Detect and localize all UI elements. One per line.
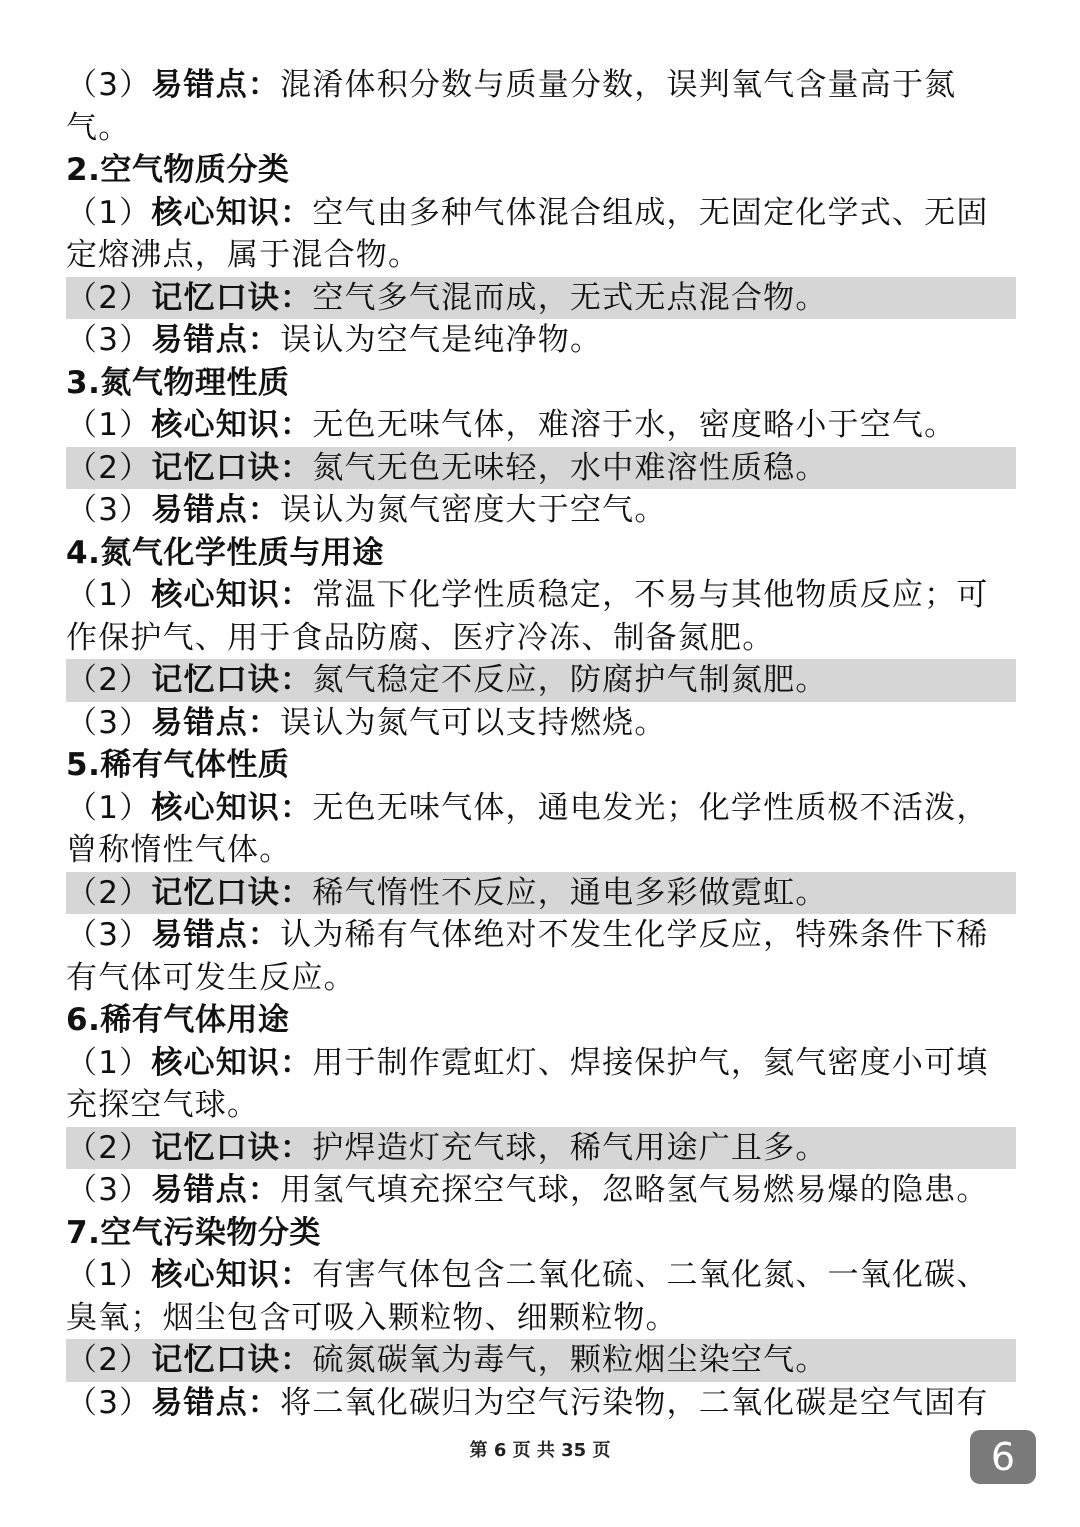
- item-number: （2）: [66, 279, 152, 316]
- item-number: （1）: [66, 1257, 152, 1293]
- mnemonic-line: [66, 277, 1016, 320]
- item-label: 核心知识：: [151, 789, 313, 826]
- text-line: [66, 404, 1016, 447]
- item-label: 记忆口诀：: [151, 1342, 313, 1378]
- item-label: 易错点：: [151, 67, 281, 103]
- item-number: （2）: [66, 662, 152, 698]
- item-label: 易错点：: [151, 1384, 281, 1421]
- item-number: （3）: [66, 322, 152, 358]
- item-number: （2）: [66, 449, 152, 486]
- item-text: 稀气惰性不反应，通电多彩做霓虹。: [312, 874, 828, 911]
- text-line: [66, 489, 1016, 532]
- mnemonic-line: [66, 447, 1016, 490]
- item-number: （3）: [66, 1172, 152, 1208]
- item-label: 记忆口诀：: [151, 662, 313, 698]
- item-number: （3）: [66, 492, 152, 528]
- item-label: 核心知识：: [151, 1044, 313, 1081]
- text-line: [66, 787, 1016, 830]
- item-text: 误认为氮气可以支持燃烧。: [280, 704, 667, 741]
- item-label: 核心知识：: [151, 577, 313, 613]
- item-text: 误认为空气是纯净物。: [280, 322, 603, 358]
- section-heading: 7.空气污染物分类: [66, 1214, 321, 1251]
- section-heading: 5.稀有气体性质: [66, 747, 290, 783]
- item-text: 空气由多种气体混合组成，无固定化学式、无固: [312, 194, 989, 231]
- section-heading: 4.氮气化学性质与用途: [66, 534, 384, 571]
- item-number: （2）: [66, 874, 152, 911]
- section-heading: 3.氮气物理性质: [66, 364, 290, 401]
- item-label: 核心知识：: [151, 1257, 313, 1293]
- text-line: [66, 1042, 1016, 1085]
- text-line: [66, 319, 1016, 362]
- item-text: 无色无味气体，通电发光；化学性质极不活泼，: [312, 789, 989, 826]
- item-text: 用氢气填充探空气球，忽略氢气易燃易爆的隐患。: [280, 1172, 989, 1208]
- item-text: 氮气无色无味轻，水中难溶性质稳。: [312, 449, 828, 486]
- text-line: 气。: [66, 109, 131, 146]
- item-text: 混淆体积分数与质量分数，误判氧气含量高于氮: [280, 67, 957, 103]
- item-number: （1）: [66, 789, 152, 826]
- text-line: [66, 1254, 1016, 1297]
- item-label: 易错点：: [151, 917, 281, 953]
- text-line: 臭氧；烟尘包含可吸入颗粒物、细颗粒物。: [66, 1299, 678, 1336]
- item-label: 记忆口诀：: [151, 279, 313, 316]
- item-text: 常温下化学性质稳定，不易与其他物质反应；可: [312, 577, 989, 613]
- item-text: 护焊造灯充气球，稀气用途广且多。: [312, 1129, 828, 1166]
- section-heading: 2.空气物质分类: [66, 152, 290, 188]
- item-label: 易错点：: [151, 704, 281, 741]
- document-body: [66, 64, 1016, 1424]
- text-line: 充探空气球。: [66, 1087, 260, 1123]
- section-heading: 6.稀有气体用途: [66, 1002, 290, 1038]
- item-text: 无色无味气体，难溶于水，密度略小于空气。: [312, 407, 957, 443]
- item-label: 易错点：: [151, 492, 281, 528]
- item-text: 误认为氮气密度大于空气。: [280, 492, 667, 528]
- item-label: 易错点：: [151, 1172, 281, 1208]
- text-line: 曾称惰性气体。: [66, 832, 292, 868]
- item-number: （1）: [66, 1044, 152, 1081]
- text-line: 作保护气、用于食品防腐、医疗冷冻、制备氮肥。: [66, 619, 775, 656]
- text-line: 定熔沸点，属于混合物。: [66, 237, 421, 273]
- item-number: （1）: [66, 407, 152, 443]
- mnemonic-line: [66, 1127, 1016, 1170]
- mnemonic-line: [66, 659, 1016, 702]
- item-number: （3）: [66, 917, 152, 953]
- item-number: （3）: [66, 704, 152, 741]
- item-number: （3）: [66, 67, 152, 103]
- item-text: 将二氧化碳归为空气污染物，二氧化碳是空气固有: [280, 1384, 989, 1421]
- item-label: 核心知识：: [151, 407, 313, 443]
- item-number: （1）: [66, 577, 152, 613]
- item-number: （3）: [66, 1384, 152, 1421]
- item-label: 易错点：: [151, 322, 281, 358]
- item-number: （2）: [66, 1342, 152, 1378]
- mnemonic-line: [66, 872, 1016, 915]
- text-line: 有气体可发生反应。: [66, 959, 356, 996]
- item-label: 记忆口诀：: [151, 874, 313, 911]
- text-line: [66, 1382, 1016, 1425]
- item-text: 空气多气混而成，无式无点混合物。: [312, 279, 828, 316]
- item-text: 氮气稳定不反应，防腐护气制氮肥。: [312, 662, 828, 698]
- page-number-badge: 6: [970, 1430, 1036, 1484]
- item-text: 用于制作霓虹灯、焊接保护气，氦气密度小可填: [312, 1044, 989, 1081]
- text-line: [66, 574, 1016, 617]
- text-line: [66, 702, 1016, 745]
- text-line: [66, 1169, 1016, 1212]
- item-number: （1）: [66, 194, 152, 231]
- text-line: [66, 64, 1016, 107]
- item-label: 核心知识：: [151, 194, 313, 231]
- item-text: 硫氮碳氧为毒气，颗粒烟尘染空气。: [312, 1342, 828, 1378]
- item-text: 有害气体包含二氧化硫、二氧化氮、一氧化碳、: [312, 1257, 989, 1293]
- item-text: 认为稀有气体绝对不发生化学反应，特殊条件下稀: [280, 917, 989, 953]
- mnemonic-line: [66, 1339, 1016, 1382]
- page-footer: 第 6 页 共 35 页: [469, 1440, 611, 1461]
- text-line: [66, 914, 1016, 957]
- item-label: 记忆口诀：: [151, 449, 313, 486]
- text-line: [66, 192, 1016, 235]
- item-number: （2）: [66, 1129, 152, 1166]
- item-label: 记忆口诀：: [151, 1129, 313, 1166]
